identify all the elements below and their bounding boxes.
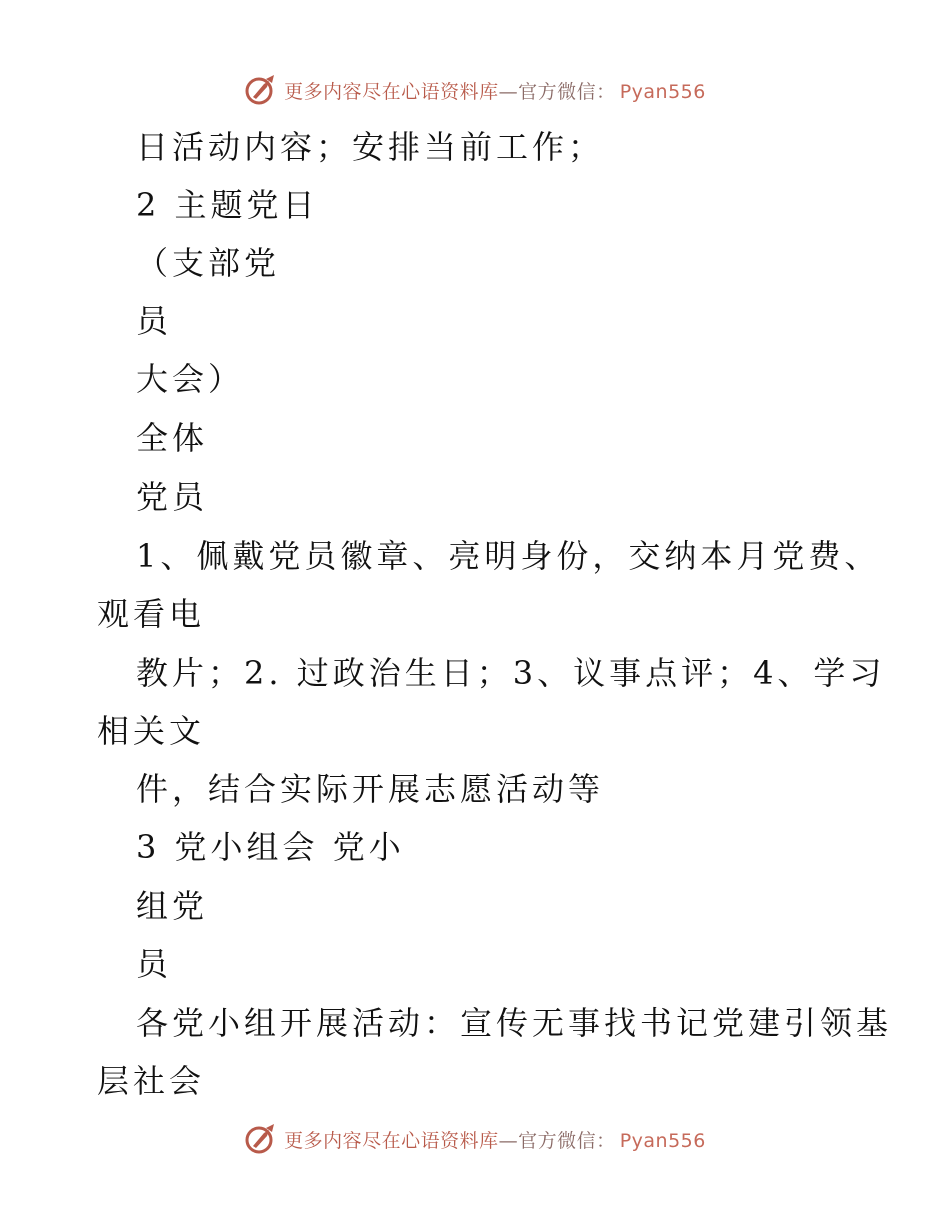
text-line: 员	[136, 302, 173, 340]
watermark-site: 更多内容尽在心语资料库	[284, 1129, 499, 1152]
watermark-wechat-id: Pyan556	[619, 1129, 706, 1152]
watermark-wechat-id: Pyan556	[619, 80, 706, 103]
text-line: （支部党	[136, 244, 281, 282]
watermark-dash: —	[498, 1129, 519, 1152]
text-line: 3 党小组会 党小	[136, 828, 405, 866]
text-line: 观看电	[97, 595, 206, 633]
text-line: 1、佩戴党员徽章、亮明身份，交纳本月党费、	[136, 537, 881, 575]
text-line: 各党小组开展活动：宣传无事找书记党建引领基	[136, 1004, 893, 1042]
watermark-official-label: 官方微信：	[518, 1129, 616, 1152]
text-line: 教片；2. 过政治生日；3、议事点评；4、学习	[136, 654, 886, 692]
text-line: 党员	[136, 478, 209, 516]
watermark-site: 更多内容尽在心语资料库	[284, 80, 499, 103]
watermark-official-label: 官方微信：	[518, 80, 616, 103]
fountain-pen-seal-icon	[244, 1122, 278, 1156]
text-line: 件，结合实际开展志愿活动等	[136, 770, 605, 808]
text-line: 组党	[136, 887, 209, 925]
text-line: 大会）	[136, 360, 245, 398]
watermark-text	[284, 1126, 706, 1153]
watermark-footer	[0, 1119, 950, 1159]
text-line: 相关文	[97, 712, 206, 750]
watermark-dash: —	[498, 80, 519, 103]
text-line: 员	[136, 945, 173, 983]
text-line: 日活动内容；安排当前工作；	[136, 128, 605, 166]
text-line: 全体	[136, 419, 209, 457]
text-line: 层社会	[97, 1062, 206, 1100]
text-line: 2 主题党日	[136, 186, 319, 224]
